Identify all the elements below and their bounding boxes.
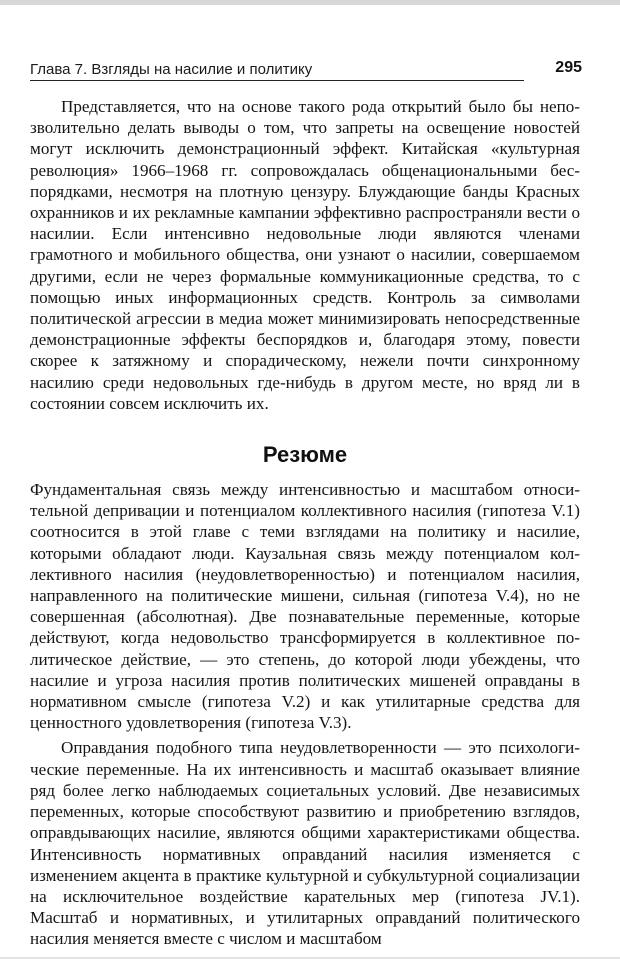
paragraph-3: Оправдания подобного типа неудовлетворенности — это психологические переменные. На их интенсивность и масштаб оказывает влияние ряд более легко наблюдаемых социетальных условий. Две независимых переменных, которые способствуют развитию и приобретению взглядов, оправдывающих насилие, являются общими характеристиками общества. Интенсивность нормативных оправданий насилия изменяется с изменением акцента в практике культурной и субкультурной социализации на исключительное воздействие карательных мер (гипотеза JV.1). Масштаб и нормативных, и утилитарных оправданий политического насилия меняется вместе с числом и масштабом [30, 738, 580, 949]
paragraph-1: Представляется, что на основе такого рода открытий было бы непозволительно делать выводы о том, что запреты на освещение новостей могут исключить демонстрационный эффект. Китайская «культурная революция» 1966–1968 гг. сопровождалась общенациональными беспорядками, несмотря на плотную цензуру. Блуждающие банды Красных охранников и их рекламные кампании эффективно распространяли вести о насилии. Если интенсивно недовольные люди являются членами грамотного и мобильного общества, они узнают о насилии, совершаемом другими, если не через формальные коммуникационные средства, то с помощью иных информационных средств. Контроль за символами политической агрессии в медиа может минимизировать непосредственные демонстрационные эффекты беспорядков и, благодаря этому, повести скорее к затяжному и спорадическому, нежели почти синхронному насилию среди недовольных где-нибудь в другом месте, но вряд ли в состоянии совсем исключить их. [30, 97, 580, 413]
page-number: 295 [555, 59, 582, 76]
paragraph-2: Фундаментальная связь между интенсивностью и масштабом относительной депривации и потенциалом коллективного насилия (гипотеза V.1) соотносится в этой главе с теми взглядами на политику и насилие, которыми обладают люди. Каузальная связь между потенциалом коллективного насилия (неудовлетворенностью) и потенциалом насилия, направленного на политические мишени, сильная (гипотеза V.4), но не совершенная (абсолютная). Две познавательные переменные, которые действуют, когда недовольство трансформируется в коллективное политическое действие, — это степень, до которой люди убеждены, что насилие и угроза насилия против политических мишеней оправданы в нормативном смысле (гипотеза V.2) и как утилитарные средства для ценностного удовлетворения (гипотеза V.3). [30, 480, 580, 733]
page-bottom-border [0, 957, 620, 959]
page-body [30, 96, 580, 950]
header-rule [30, 80, 524, 81]
chapter-title: Глава 7. Взгляды на насилие и политику [30, 61, 313, 78]
page-top-border [0, 0, 620, 5]
running-header [30, 59, 582, 83]
section-heading: Резюме [262, 442, 348, 468]
